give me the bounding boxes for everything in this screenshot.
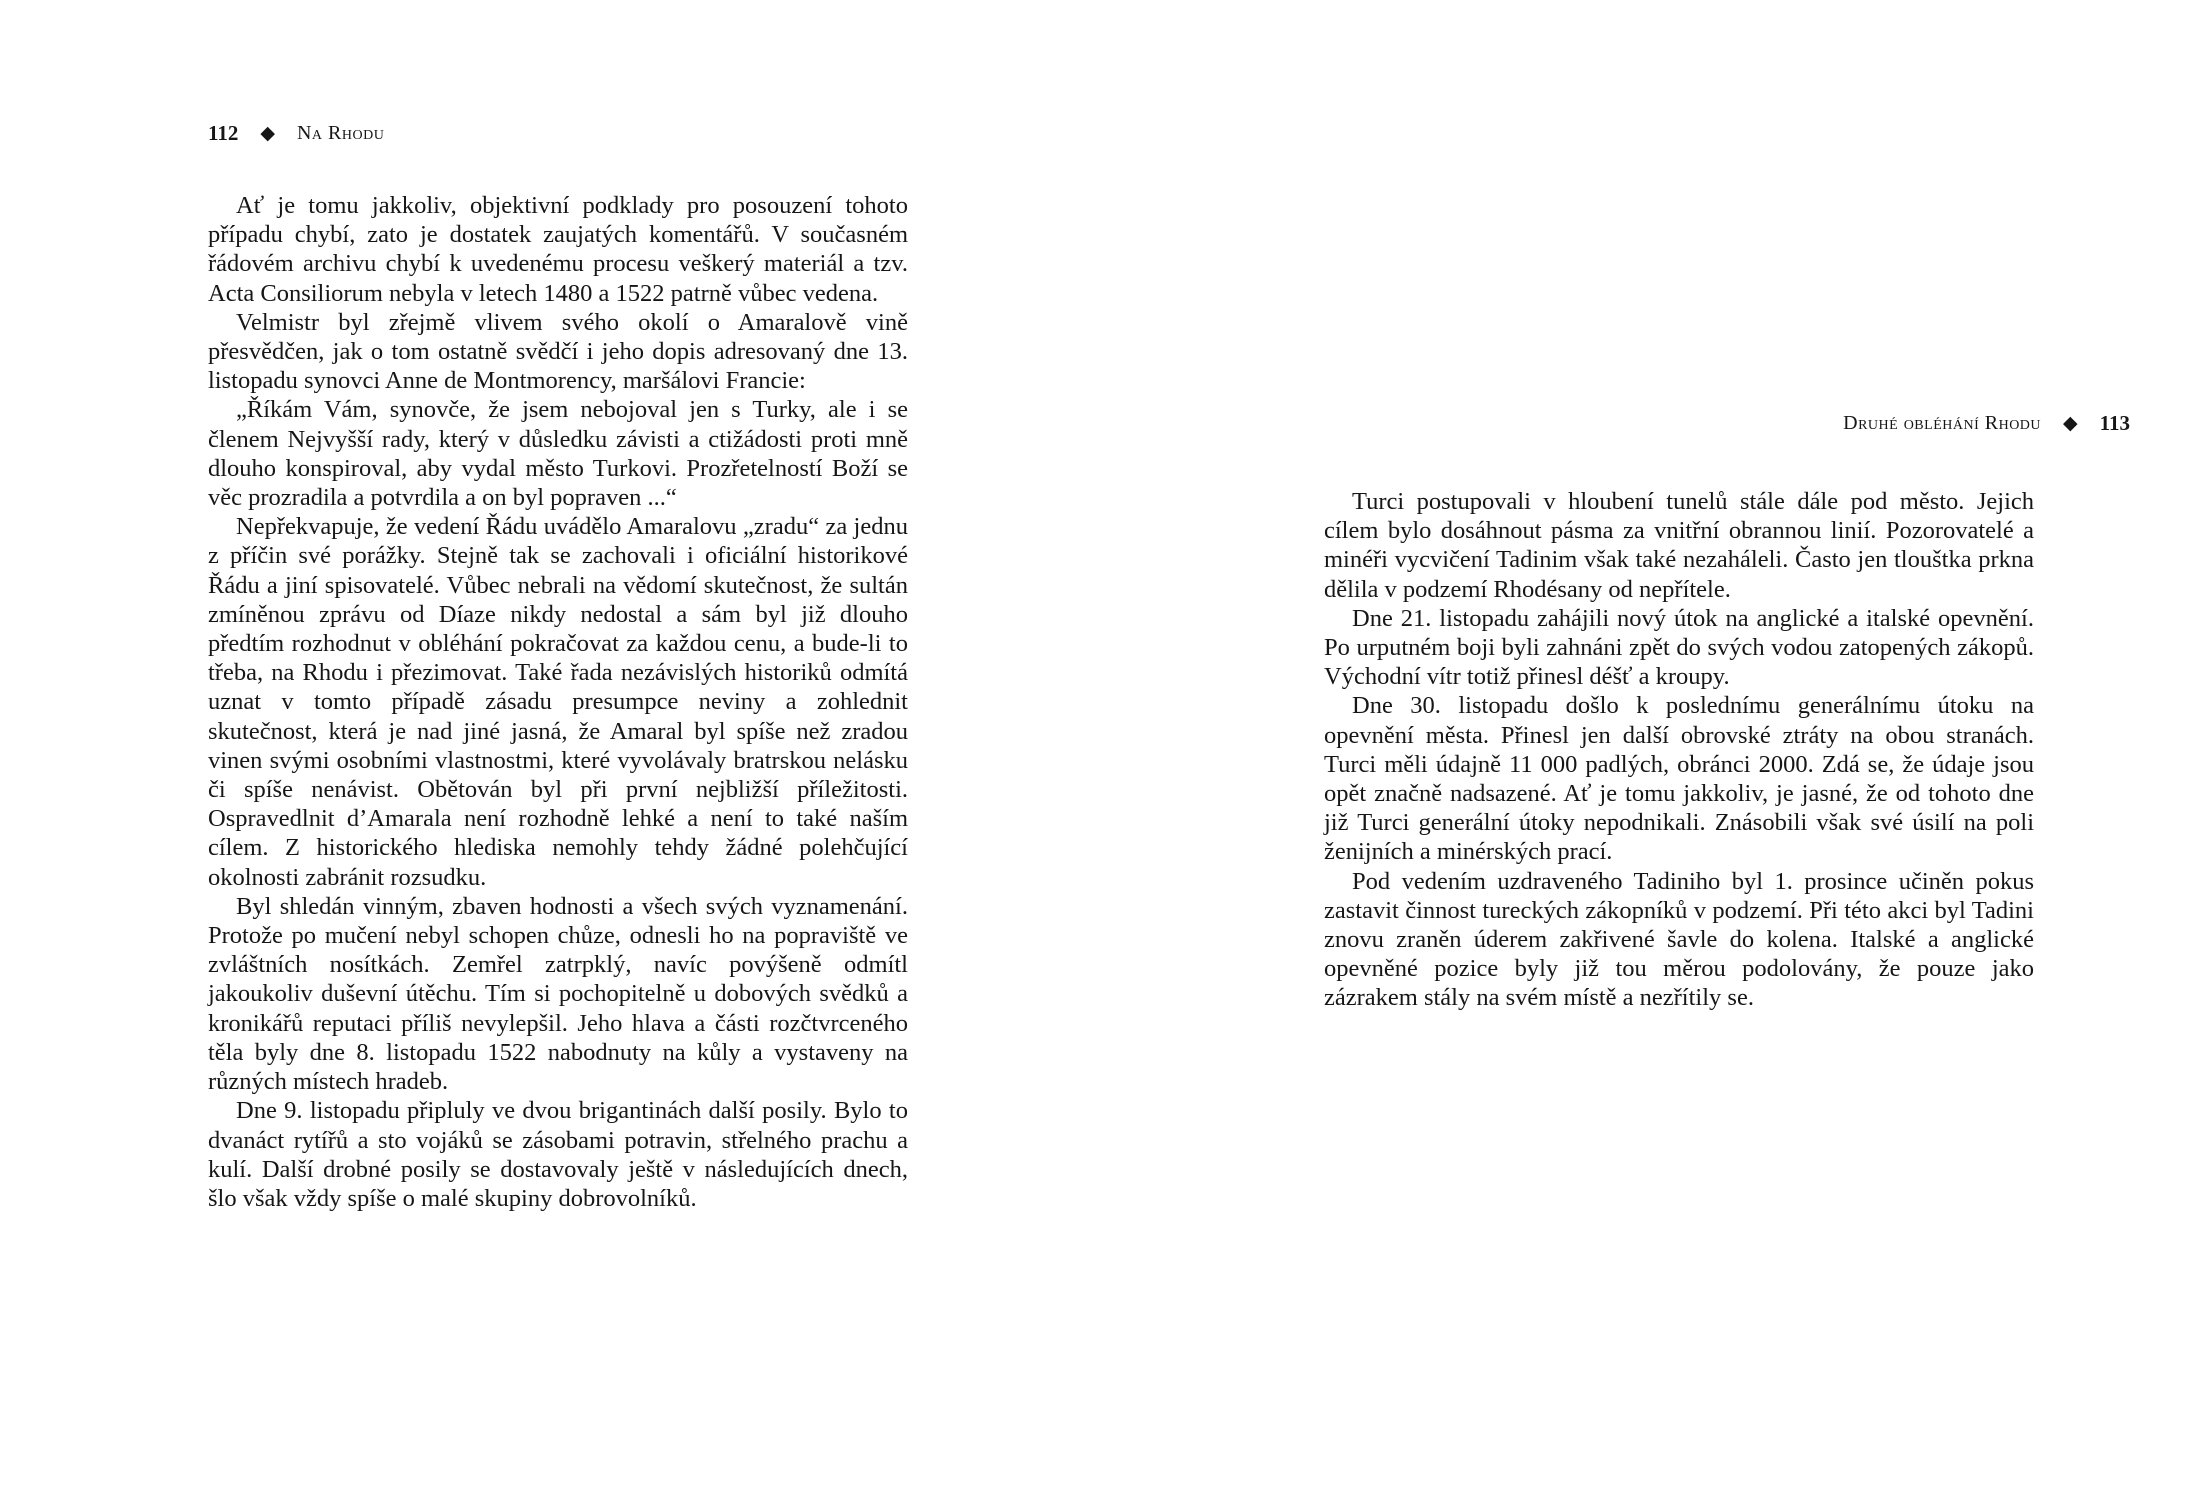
diamond-ornament-icon: ◆ [260,122,275,144]
left-running-title: Na Rhodu [296,121,385,144]
paragraph: Nepřekvapuje, že vedení Řádu uvádělo Amaralovu „zradu“ za jednu z příčin své porážky. Stejně tak se zachovali i oficiální historikové Řádu a jiní spisovatelé. Vůbec nebrali na vědomí skutečnost, že sultán zmíněnou zprávu od Díaze nikdy nedostal a sám byl již dlouho předtím rozhodnut v obléhání pokračovat za každou cenu, a bude-li to třeba, na Rhodu i přezimovat. Také řada nezávislých historiků odmítá uznat v tomto případě zásadu presumpce neviny a zohlednit skutečnost, která je nad jiné jasná, že Amaral byl spíše než zradou vinen svými osobními vlastnostmi, které vyvolávaly bratrskou nelásku či spíše nenávist. Obětován byl při první nejbližší příležitosti. Ospravedlnit d’Amarala není rozhodně lehké a není to také naším cílem. Z historického hlediska nemohly tehdy žádné polehčující okolnosti zabránit rozsudku. [208,513,908,891]
paragraph: Velmistr byl zřejmě vlivem svého okolí o Amaralově vině přesvědčen, jak o tom ostatně svědčí i jeho dopis adresovaný dne 13. listopadu synovci Anne de Montmorency, maršálovi Francie: [208,308,908,395]
right-page [1105,0,2210,1500]
right-page-number: 113 [2099,410,2130,435]
paragraph: Pod vedením uzdraveného Tadiniho byl 1. prosince učiněn pokus zastavit činnost tureckých zákopníků v podzemí. Při této akci byl Tadini znovu zraněn úderem zakřivené šavle do kolena. Italské a anglické opevněné pozice byly již tou měrou podolovány, že pouze jako zázrakem stály na svém místě a nezřítily se. [1324,867,2034,1012]
left-page-number: 112 [208,120,239,145]
right-running-title: Druhé obléhání Rhodu [1843,411,2042,434]
quotation-paragraph: „Říkám Vám, synovče, že jsem nebojoval jen s Turky, ale i se členem Nejvyšší rady, který v důsledku závisti a ctižádosti proti mně dlouho konspiroval, aby vydal město Turkovi. Prozřetelností Boží se věc prozradila a potvrdila a on byl popraven ...“ [208,396,908,512]
paragraph: Byl shledán vinným, zbaven hodnosti a všech svých vyznamenání. Protože po mučení nebyl schopen chůze, odnesli ho na popraviště ve zvláštních nosítkách. Zemřel zatrpklý, navíc povýšeně odmítl jakoukoliv duševní útěchu. Tím si pochopitelně u dobových svědků a kronikářů reputaci příliš nevylepšil. Jeho hlava a části rozčtvrceného těla byly dne 8. listopadu 1522 nabodnuty na kůly a vystaveny na různých místech hradeb. [208,892,908,1096]
diamond-ornament-icon: ◆ [2063,412,2078,434]
paragraph: Dne 30. listopadu došlo k poslednímu generálnímu útoku na opevnění města. Přinesl jen další obrovské ztráty na obou stranách. Turci měli údajně 11 000 padlých, obránci 2000. Zdá se, že údaje jsou opět značně nadsazené. Ať je tomu jakkoliv, je jasné, že od tohoto dne již Turci generální útoky nepodnikali. Znásobili však své úsilí na poli ženijních a minérských prací. [1324,692,2034,866]
paragraph: Turci postupovali v hloubení tunelů stále dále pod město. Jejich cílem bylo dosáhnout pásma za vnitřní obrannou linií. Pozorovatelé a minéři vycvičení Tadinim však také nezaháleli. Často jen tlouštka prkna dělila v podzemí Rhodésany od nepřítele. [1324,488,2034,603]
right-body-text [1324,487,2034,1013]
paragraph: Dne 21. listopadu zahájili nový útok na anglické a italské opevnění. Po urputném boji byli zahnáni zpět do svých vodou zatopených zákopů. Východní vítr totiž přinesl déšť a kroupy. [1324,604,2034,691]
left-body-text [208,191,908,1213]
right-running-head [1843,408,2130,438]
paragraph: Ať je tomu jakkoliv, objektivní podklady pro posouzení tohoto případu chybí, zato je dostatek zaujatých komentářů. V současném řádovém archivu chybí k uvedenému procesu veškerý materiál a tzv. Acta Consiliorum nebyla v letech 1480 a 1522 patrně vůbec vedena. [208,192,908,307]
left-running-head [208,118,384,148]
paragraph: Dne 9. listopadu připluly ve dvou brigantinách další posily. Bylo to dvanáct rytířů a sto vojáků se zásobami potravin, střelného prachu a kulí. Další drobné posily se dostavovaly ještě v následujících dnech, šlo však vždy spíše o malé skupiny dobrovolníků. [208,1097,908,1212]
